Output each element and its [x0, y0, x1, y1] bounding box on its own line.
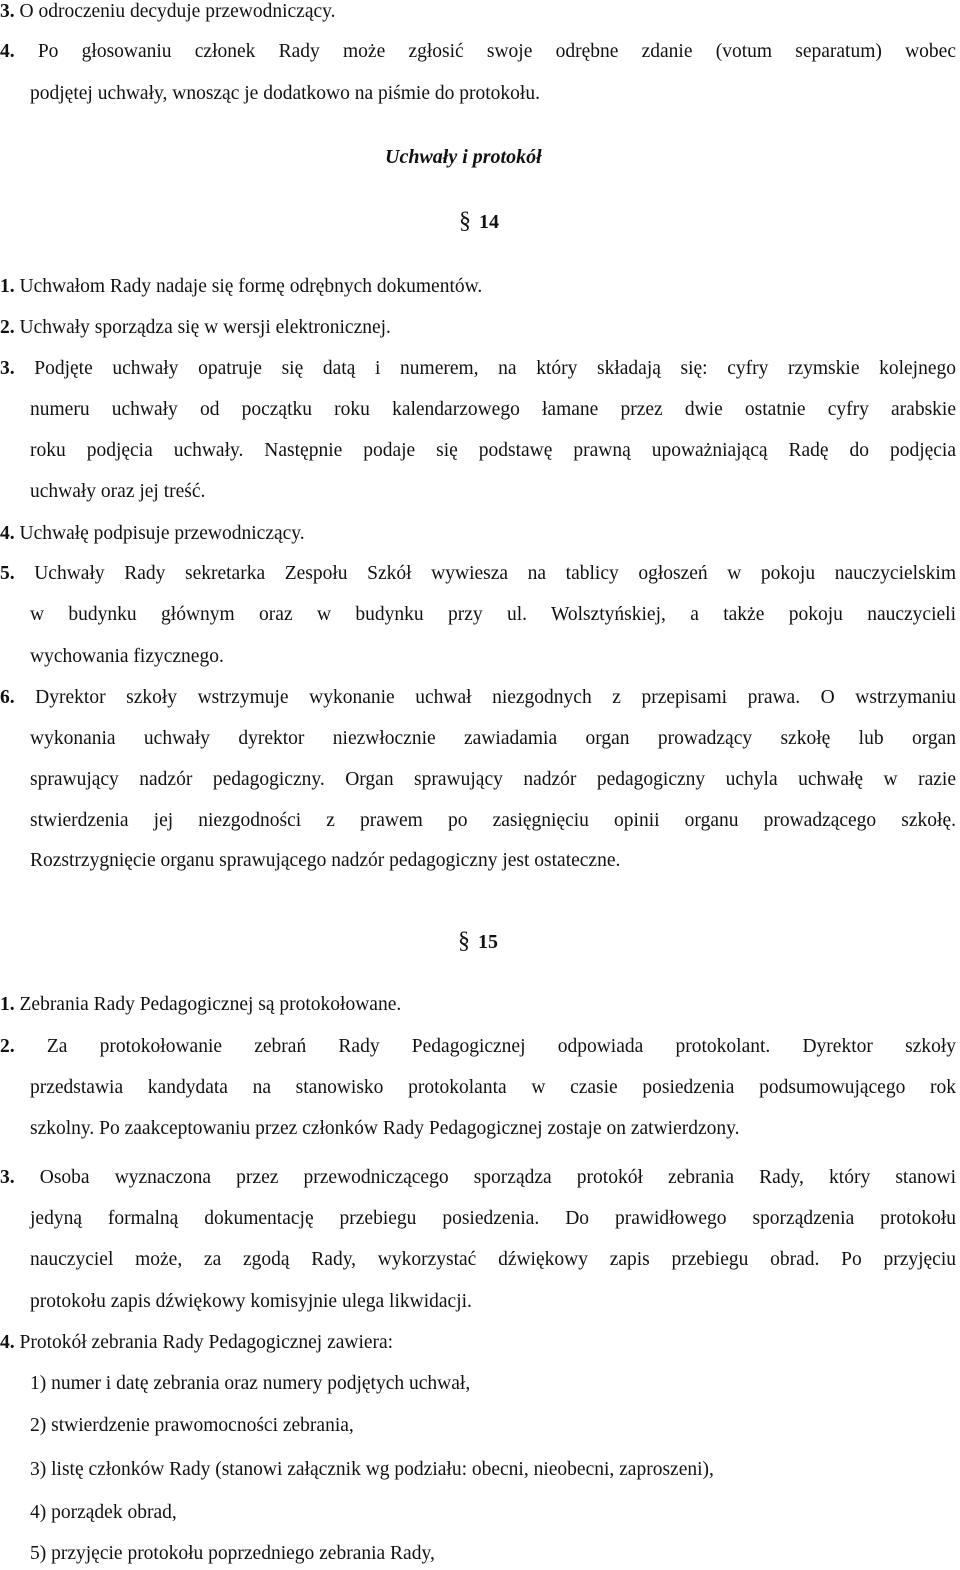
point-1-line: [0, 993, 401, 1017]
point-text: Osoba wyznaczona przez przewodniczącego sporządza protokół zebrania Rady, który stanowi: [14, 1167, 956, 1188]
paragraph-mark-15: [458, 929, 498, 954]
point-2-line: [0, 1035, 956, 1059]
point-4-line: [0, 40, 956, 64]
text-line: roku podjęcia uchwały. Następnie podaje się podstawę prawną upoważniającą Radę do podjęcia: [30, 440, 956, 461]
point-3-line: [0, 357, 956, 381]
point-text: Uchwały sporządza się w wersji elektronicznej.: [14, 317, 391, 338]
point-text: Podjęte uchwały opatruje się datą i numerem, na który składają się: cyfry rzymskie kolejnego: [14, 358, 956, 379]
point-5-line: [0, 562, 956, 586]
point-number: 6.: [0, 687, 15, 708]
list-item: 1) numer i datę zebrania oraz numery podjętych uchwał,: [30, 1373, 471, 1394]
text-line: sprawujący nadzór pedagogiczny. Organ sprawujący nadzór pedagogiczny uchyla uchwałę w razie: [30, 769, 956, 790]
paragraph-number: 15: [478, 931, 498, 953]
text-line: przedstawia kandydata na stanowisko protokolanta w czasie posiedzenia podsumowującego rok: [30, 1077, 956, 1098]
text-line: numeru uchwały od początku roku kalendarzowego łamane przez dwie ostatnie cyfry arabskie: [30, 399, 956, 420]
text-line: Rozstrzygnięcie organu sprawującego nadzór pedagogiczny jest ostateczne.: [30, 850, 621, 871]
text-line: jedyną formalną dokumentację przebiegu posiedzenia. Do prawidłowego sporządzenia protokołu: [30, 1208, 956, 1229]
point-text: Dyrektor szkoły wstrzymuje wykonanie uchwał niezgodnych z przepisami prawa. O wstrzymaniu: [14, 687, 956, 708]
text-line: uchwały oraz jej treść.: [30, 481, 206, 502]
point-number: 2.: [0, 317, 15, 338]
point-4-line: [0, 1331, 393, 1355]
point-number: 1.: [0, 994, 15, 1015]
point-text: Uchwałom Rady nadaje się formę odrębnych dokumentów.: [14, 276, 483, 297]
text-line: wychowania fizycznego.: [30, 646, 224, 667]
list-item: 5) przyjęcie protokołu poprzedniego zebrania Rady,: [30, 1543, 435, 1564]
point-4-line: [0, 522, 305, 546]
point-number: 1.: [0, 276, 15, 297]
list-item: 4) porządek obrad,: [30, 1502, 177, 1523]
point-number: 4.: [0, 523, 15, 544]
paragraph-symbol: §: [459, 208, 471, 234]
text-line: w budynku głównym oraz w budynku przy ul. Wolsztyńskiej, a także pokoju nauczycieli: [30, 604, 956, 625]
text-line: wykonania uchwały dyrektor niezwłocznie zawiadamia organ prowadzący szkołę lub organ: [30, 728, 956, 749]
point-number: 3.: [0, 1, 15, 22]
point-text: Zebrania Rady Pedagogicznej są protokołowane.: [14, 994, 402, 1015]
paragraph-number: 14: [479, 211, 499, 233]
point-number: 2.: [0, 1036, 15, 1057]
point-number: 4.: [0, 1332, 15, 1353]
point-2-line: [0, 316, 391, 340]
point-6-line: [0, 686, 956, 710]
point-1-line: [0, 275, 482, 299]
point-number: 3.: [0, 1167, 15, 1188]
list-item: 3) listę członków Rady (stanowi załącznik wg podziału: obecni, nieobecni, zaproszeni),: [30, 1459, 714, 1480]
point-number: 4.: [0, 41, 15, 62]
point-text: O odroczeniu decyduje przewodniczący.: [14, 1, 336, 22]
text-line: szkolny. Po zaakceptowaniu przez członków Rady Pedagogicznej zostaje on zatwierdzony.: [30, 1118, 740, 1139]
point-number: 3.: [0, 358, 15, 379]
paragraph-symbol: §: [458, 928, 470, 954]
text-line: protokołu zapis dźwiękowy komisyjnie ulega likwidacji.: [30, 1291, 472, 1312]
text-line: podjętej uchwały, wnosząc je dodatkowo na piśmie do protokołu.: [30, 83, 540, 104]
point-text: Uchwały Rady sekretarka Zespołu Szkół wywiesza na tablicy ogłoszeń w pokoju nauczycielskim: [14, 563, 956, 584]
list-item: 2) stwierdzenie prawomocności zebrania,: [30, 1415, 354, 1436]
point-3-line: [0, 0, 336, 24]
point-3-line: [0, 1166, 956, 1190]
section-heading: Uchwały i protokół: [385, 146, 542, 168]
point-text: Uchwałę podpisuje przewodniczący.: [14, 523, 305, 544]
point-text: Za protokołowanie zebrań Rady Pedagogicznej odpowiada protokolant. Dyrektor szkoły: [14, 1036, 956, 1057]
paragraph-mark-14: [459, 209, 499, 234]
point-text: Po głosowaniu członek Rady może zgłosić swoje odrębne zdanie (votum separatum) wobec: [14, 41, 956, 62]
text-line: stwierdzenia jej niezgodności z prawem po zasięgnięciu opinii organu prowadzącego szkołę.: [30, 810, 956, 831]
point-text: Protokół zebrania Rady Pedagogicznej zawiera:: [14, 1332, 394, 1353]
text-line: nauczyciel może, za zgodą Rady, wykorzystać dźwiękowy zapis przebiegu obrad. Po przyjęciu: [30, 1249, 956, 1270]
point-number: 5.: [0, 563, 15, 584]
